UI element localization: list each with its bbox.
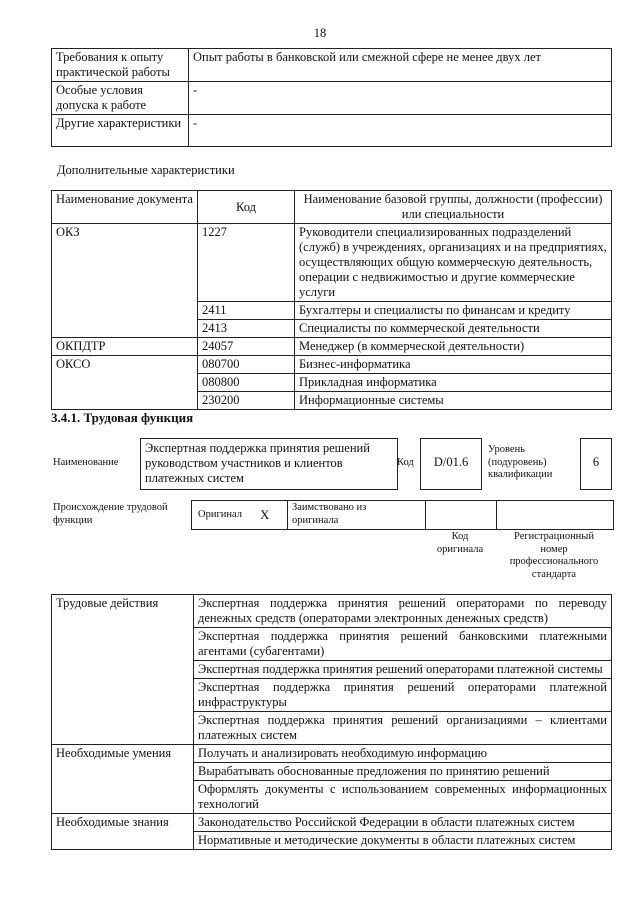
qualification-level-value: 6 bbox=[592, 455, 600, 469]
function-name-label: Наименование bbox=[53, 457, 119, 468]
name-cell: Руководители специализированных подразделений (служб) в учреждениях, организациях и на предприятиях, осуществляющих общую коммерческую деятельность, операции с недвижимостью и другие коммерческие услуги bbox=[295, 224, 612, 302]
code-cell: 080800 bbox=[198, 374, 295, 392]
doc-cell: ОКСО bbox=[52, 356, 198, 374]
name-cell: Информационные системы bbox=[295, 392, 612, 410]
labor-table bbox=[51, 594, 612, 850]
code-cell: 230200 bbox=[198, 392, 295, 410]
labor-action-item: Экспертная поддержка принятия решений операторами платежной инфраструктуры bbox=[194, 679, 612, 712]
skill-item: Получать и анализировать необходимую информацию bbox=[194, 745, 612, 763]
doc-cell: ОКЗ bbox=[52, 224, 198, 302]
qualification-level-label: Уровень (подуровень) квалификации bbox=[488, 444, 553, 481]
name-cell: Бизнес-информатика bbox=[295, 356, 612, 374]
additional-table bbox=[51, 190, 612, 410]
requirement-label: Требования к опыту практической работы bbox=[52, 49, 189, 82]
section-title: 3.4.1. Трудовая функция bbox=[51, 410, 194, 425]
origin-code-caption: Код оригинала bbox=[436, 531, 484, 555]
table-row bbox=[52, 745, 612, 763]
table-row bbox=[52, 374, 612, 392]
table-row bbox=[52, 814, 612, 832]
column-header: Наименование документа bbox=[52, 191, 198, 224]
requirement-value: - bbox=[189, 82, 612, 115]
table-row bbox=[52, 320, 612, 338]
column-header: Код bbox=[198, 191, 295, 224]
name-cell: Прикладная информатика bbox=[295, 374, 612, 392]
labor-action-item: Экспертная поддержка принятия решений организациями – клиентами платежных систем bbox=[194, 712, 612, 745]
qualification-level-box bbox=[580, 438, 612, 490]
name-cell: Менеджер (в коммерческой деятельности) bbox=[295, 338, 612, 356]
requirement-value: Опыт работы в банковской или смежной сфере не менее двух лет bbox=[189, 49, 612, 82]
page-number: 18 bbox=[313, 26, 327, 40]
origin-borrowed-label: Заимствовано из оригинала bbox=[292, 502, 367, 526]
origin-original-cell bbox=[191, 500, 288, 530]
skills-label: Необходимые умения bbox=[52, 745, 194, 814]
labor-actions-label: Трудовые действия bbox=[52, 595, 194, 745]
requirement-label: Особые условия допуска к работе bbox=[52, 82, 189, 115]
skill-item: Вырабатывать обоснованные предложения по принятию решений bbox=[194, 763, 612, 781]
table-row bbox=[52, 392, 612, 410]
additional-heading: Дополнительные характеристики bbox=[57, 163, 235, 177]
code-cell: 080700 bbox=[198, 356, 295, 374]
origin-code-cell bbox=[425, 500, 497, 530]
labor-action-item: Экспертная поддержка принятия решений операторами платежной системы bbox=[194, 661, 612, 679]
requirements-table bbox=[51, 48, 612, 147]
origin-original-label: Оригинал bbox=[198, 509, 242, 520]
requirement-label: Другие характеристики bbox=[52, 115, 189, 147]
labor-action-item: Экспертная поддержка принятия решений банковскими платежными агентами (субагентами) bbox=[194, 628, 612, 661]
knowledge-item: Законодательство Российской Федерации в области платежных систем bbox=[194, 814, 612, 832]
origin-original-mark: X bbox=[260, 507, 270, 522]
function-code-label: Код bbox=[397, 457, 414, 468]
doc-cell bbox=[52, 392, 198, 410]
origin-borrowed-cell bbox=[287, 500, 426, 530]
knowledge-item: Нормативные и методические документы в области платежных систем bbox=[194, 832, 612, 850]
function-code-value: D/01.6 bbox=[433, 455, 469, 469]
code-cell: 2411 bbox=[198, 302, 295, 320]
table-row bbox=[52, 82, 612, 115]
knowledge-label: Необходимые знания bbox=[52, 814, 194, 850]
code-cell: 24057 bbox=[198, 338, 295, 356]
table-row bbox=[52, 595, 612, 628]
doc-cell bbox=[52, 374, 198, 392]
table-header-row bbox=[52, 191, 612, 224]
code-cell: 2413 bbox=[198, 320, 295, 338]
origin-reg-caption: Регистрационный номер профессионального стандарта bbox=[509, 531, 599, 580]
function-name-box bbox=[140, 438, 398, 490]
table-row bbox=[52, 49, 612, 82]
skill-item: Оформлять документы с использованием современных информационных технологий bbox=[194, 781, 612, 814]
doc-cell: ОКПДТР bbox=[52, 338, 198, 356]
code-cell: 1227 bbox=[198, 224, 295, 302]
table-row bbox=[52, 356, 612, 374]
doc-cell bbox=[52, 302, 198, 320]
labor-action-item: Экспертная поддержка принятия решений операторами по переводу денежных средств (операторами электронных денежных средств) bbox=[194, 595, 612, 628]
table-row bbox=[52, 115, 612, 147]
name-cell: Бухгалтеры и специалисты по финансам и кредиту bbox=[295, 302, 612, 320]
table-row bbox=[52, 302, 612, 320]
requirement-value: - bbox=[189, 115, 612, 147]
name-cell: Специалисты по коммерческой деятельности bbox=[295, 320, 612, 338]
function-name-value: Экспертная поддержка принятия решений руководством участников и клиентов платежных систем bbox=[145, 441, 370, 485]
table-row bbox=[52, 338, 612, 356]
origin-label: Происхождение трудовой функции bbox=[53, 502, 168, 526]
table-row bbox=[52, 224, 612, 302]
doc-cell bbox=[52, 320, 198, 338]
function-code-box bbox=[420, 438, 482, 490]
origin-reg-cell bbox=[496, 500, 614, 530]
column-header: Наименование базовой группы, должности (профессии) или специальности bbox=[295, 191, 612, 224]
